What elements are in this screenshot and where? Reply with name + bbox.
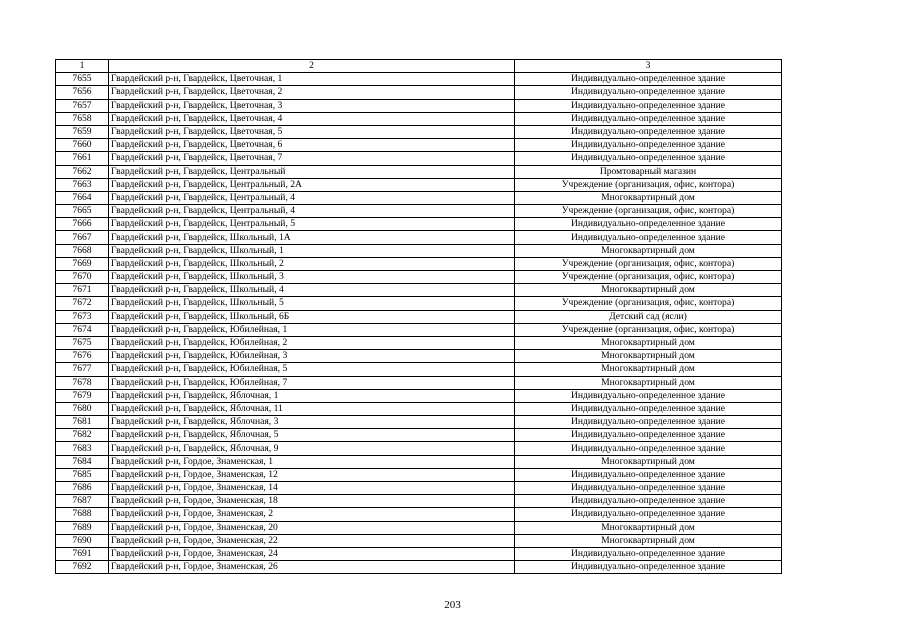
row-number: 7682	[56, 429, 109, 442]
row-address: Гвардейский р-н, Гвардейск, Цветочная, 6	[109, 139, 515, 152]
table-body	[56, 73, 782, 574]
table-row	[56, 534, 782, 547]
row-object-type: Индивидуально-определенное здание	[515, 402, 782, 415]
table-row	[56, 323, 782, 336]
row-address: Гвардейский р-н, Гвардейск, Школьный, 6Б	[109, 310, 515, 323]
table-row	[56, 521, 782, 534]
table-row	[56, 363, 782, 376]
row-number: 7664	[56, 191, 109, 204]
row-address: Гвардейский р-н, Гордое, Знаменская, 20	[109, 521, 515, 534]
row-number: 7683	[56, 442, 109, 455]
row-address: Гвардейский р-н, Гордое, Знаменская, 12	[109, 468, 515, 481]
table-row	[56, 205, 782, 218]
page-number: 203	[444, 599, 461, 611]
row-address: Гвардейский р-н, Гвардейск, Школьный, 5	[109, 297, 515, 310]
table-row	[56, 468, 782, 481]
row-object-type: Многоквартирный дом	[515, 284, 782, 297]
table-row	[56, 178, 782, 191]
row-object-type: Индивидуально-определенное здание	[515, 99, 782, 112]
table-row	[56, 482, 782, 495]
row-address: Гвардейский р-н, Гвардейск, Школьный, 1	[109, 244, 515, 257]
row-object-type: Индивидуально-определенное здание	[515, 416, 782, 429]
row-object-type: Индивидуально-определенное здание	[515, 218, 782, 231]
row-address: Гвардейский р-н, Гвардейск, Центральный, 5	[109, 218, 515, 231]
row-address: Гвардейский р-н, Гвардейск, Юбилейная, 2	[109, 336, 515, 349]
row-number: 7677	[56, 363, 109, 376]
row-number: 7681	[56, 416, 109, 429]
row-object-type: Индивидуально-определенное здание	[515, 125, 782, 138]
row-number: 7688	[56, 508, 109, 521]
row-address: Гвардейский р-н, Гвардейск, Яблочная, 11	[109, 402, 515, 415]
row-object-type: Индивидуально-определенное здание	[515, 73, 782, 86]
registry-table	[55, 59, 782, 574]
row-address: Гвардейский р-н, Гвардейск, Школьный, 2	[109, 257, 515, 270]
row-number: 7668	[56, 244, 109, 257]
row-number: 7655	[56, 73, 109, 86]
row-number: 7656	[56, 86, 109, 99]
row-object-type: Многоквартирный дом	[515, 350, 782, 363]
row-number: 7671	[56, 284, 109, 297]
row-address: Гвардейский р-н, Гвардейск, Цветочная, 5	[109, 125, 515, 138]
row-object-type: Индивидуально-определенное здание	[515, 508, 782, 521]
row-address: Гвардейский р-н, Гвардейск, Цветочная, 2	[109, 86, 515, 99]
row-object-type: Индивидуально-определенное здание	[515, 468, 782, 481]
row-object-type: Многоквартирный дом	[515, 521, 782, 534]
table-row	[56, 402, 782, 415]
row-number: 7665	[56, 205, 109, 218]
table-row	[56, 561, 782, 574]
table-row	[56, 112, 782, 125]
row-number: 7658	[56, 112, 109, 125]
row-number: 7675	[56, 336, 109, 349]
row-number: 7670	[56, 271, 109, 284]
row-object-type: Индивидуально-определенное здание	[515, 389, 782, 402]
table-row	[56, 257, 782, 270]
row-number: 7669	[56, 257, 109, 270]
table-row	[56, 231, 782, 244]
row-object-type: Многоквартирный дом	[515, 363, 782, 376]
table-row	[56, 495, 782, 508]
row-number: 7660	[56, 139, 109, 152]
row-object-type: Промтоварный магазин	[515, 165, 782, 178]
row-address: Гвардейский р-н, Гвардейск, Центральный, 4	[109, 191, 515, 204]
table-row	[56, 86, 782, 99]
table-row	[56, 336, 782, 349]
row-address: Гвардейский р-н, Гвардейск, Цветочная, 3	[109, 99, 515, 112]
row-object-type: Индивидуально-определенное здание	[515, 495, 782, 508]
row-address: Гвардейский р-н, Гвардейск, Юбилейная, 3	[109, 350, 515, 363]
row-address: Гвардейский р-н, Гордое, Знаменская, 1	[109, 455, 515, 468]
row-object-type: Учреждение (организация, офис, контора)	[515, 271, 782, 284]
table-row	[56, 442, 782, 455]
row-number: 7678	[56, 376, 109, 389]
row-object-type: Многоквартирный дом	[515, 244, 782, 257]
row-address: Гвардейский р-н, Гордое, Знаменская, 26	[109, 561, 515, 574]
row-object-type: Индивидуально-определенное здание	[515, 547, 782, 560]
row-address: Гвардейский р-н, Гордое, Знаменская, 2	[109, 508, 515, 521]
row-number: 7659	[56, 125, 109, 138]
table-row	[56, 455, 782, 468]
table-row	[56, 191, 782, 204]
row-object-type: Учреждение (организация, офис, контора)	[515, 178, 782, 191]
row-address: Гвардейский р-н, Гвардейск, Яблочная, 1	[109, 389, 515, 402]
row-object-type: Учреждение (организация, офис, контора)	[515, 323, 782, 336]
table-row	[56, 547, 782, 560]
row-number: 7690	[56, 534, 109, 547]
row-object-type: Многоквартирный дом	[515, 191, 782, 204]
row-number: 7667	[56, 231, 109, 244]
row-number: 7687	[56, 495, 109, 508]
row-object-type: Индивидуально-определенное здание	[515, 112, 782, 125]
table-row	[56, 376, 782, 389]
table-row	[56, 508, 782, 521]
row-address: Гвардейский р-н, Гвардейск, Цветочная, 7	[109, 152, 515, 165]
row-address: Гвардейский р-н, Гордое, Знаменская, 18	[109, 495, 515, 508]
table-row	[56, 429, 782, 442]
table-row	[56, 125, 782, 138]
table-row	[56, 218, 782, 231]
table-row	[56, 416, 782, 429]
row-number: 7686	[56, 482, 109, 495]
row-address: Гвардейский р-н, Гвардейск, Центральный	[109, 165, 515, 178]
row-object-type: Учреждение (организация, офис, контора)	[515, 257, 782, 270]
table-row	[56, 73, 782, 86]
row-address: Гвардейский р-н, Гордое, Знаменская, 24	[109, 547, 515, 560]
row-object-type: Детский сад (ясли)	[515, 310, 782, 323]
row-object-type: Индивидуально-определенное здание	[515, 429, 782, 442]
row-address: Гвардейский р-н, Гвардейск, Яблочная, 5	[109, 429, 515, 442]
table-row	[56, 99, 782, 112]
row-number: 7657	[56, 99, 109, 112]
row-object-type: Индивидуально-определенное здание	[515, 482, 782, 495]
table-row	[56, 297, 782, 310]
row-address: Гвардейский р-н, Гвардейск, Юбилейная, 1	[109, 323, 515, 336]
table-row	[56, 165, 782, 178]
row-address: Гвардейский р-н, Гвардейск, Центральный, 2А	[109, 178, 515, 191]
column-header-1: 1	[56, 60, 109, 73]
table-row	[56, 389, 782, 402]
row-number: 7685	[56, 468, 109, 481]
row-object-type: Многоквартирный дом	[515, 336, 782, 349]
row-address: Гвардейский р-н, Гвардейск, Центральный, 4	[109, 205, 515, 218]
row-object-type: Многоквартирный дом	[515, 534, 782, 547]
row-object-type: Многоквартирный дом	[515, 376, 782, 389]
table-row	[56, 310, 782, 323]
row-number: 7672	[56, 297, 109, 310]
row-address: Гвардейский р-н, Гвардейск, Школьный, 4	[109, 284, 515, 297]
row-number: 7676	[56, 350, 109, 363]
table-row	[56, 284, 782, 297]
row-number: 7663	[56, 178, 109, 191]
row-object-type: Многоквартирный дом	[515, 455, 782, 468]
row-number: 7679	[56, 389, 109, 402]
row-object-type: Учреждение (организация, офис, контора)	[515, 297, 782, 310]
row-address: Гвардейский р-н, Гвардейск, Школьный, 3	[109, 271, 515, 284]
row-address: Гвардейский р-н, Гвардейск, Яблочная, 9	[109, 442, 515, 455]
row-number: 7691	[56, 547, 109, 560]
row-address: Гвардейский р-н, Гвардейск, Юбилейная, 7	[109, 376, 515, 389]
table-row	[56, 139, 782, 152]
row-address: Гвардейский р-н, Гвардейск, Школьный, 1А	[109, 231, 515, 244]
header-row	[56, 60, 782, 73]
row-address: Гвардейский р-н, Гвардейск, Юбилейная, 5	[109, 363, 515, 376]
row-object-type: Индивидуально-определенное здание	[515, 231, 782, 244]
row-address: Гвардейский р-н, Гвардейск, Цветочная, 4	[109, 112, 515, 125]
row-object-type: Индивидуально-определенное здание	[515, 152, 782, 165]
row-number: 7662	[56, 165, 109, 178]
row-object-type: Индивидуально-определенное здание	[515, 442, 782, 455]
row-address: Гвардейский р-н, Гордое, Знаменская, 22	[109, 534, 515, 547]
row-number: 7666	[56, 218, 109, 231]
row-number: 7673	[56, 310, 109, 323]
row-number: 7674	[56, 323, 109, 336]
row-object-type: Учреждение (организация, офис, контора)	[515, 205, 782, 218]
row-number: 7661	[56, 152, 109, 165]
row-address: Гвардейский р-н, Гвардейск, Яблочная, 3	[109, 416, 515, 429]
column-header-2: 2	[109, 60, 515, 73]
column-header-3: 3	[515, 60, 782, 73]
row-number: 7689	[56, 521, 109, 534]
row-number: 7692	[56, 561, 109, 574]
table-row	[56, 244, 782, 257]
table-row	[56, 152, 782, 165]
row-number: 7680	[56, 402, 109, 415]
row-object-type: Индивидуально-определенное здание	[515, 86, 782, 99]
row-object-type: Индивидуально-определенное здание	[515, 139, 782, 152]
row-number: 7684	[56, 455, 109, 468]
table-header	[56, 60, 782, 73]
row-address: Гвардейский р-н, Гордое, Знаменская, 14	[109, 482, 515, 495]
table-row	[56, 350, 782, 363]
row-address: Гвардейский р-н, Гвардейск, Цветочная, 1	[109, 73, 515, 86]
table-row	[56, 271, 782, 284]
row-object-type: Индивидуально-определенное здание	[515, 561, 782, 574]
